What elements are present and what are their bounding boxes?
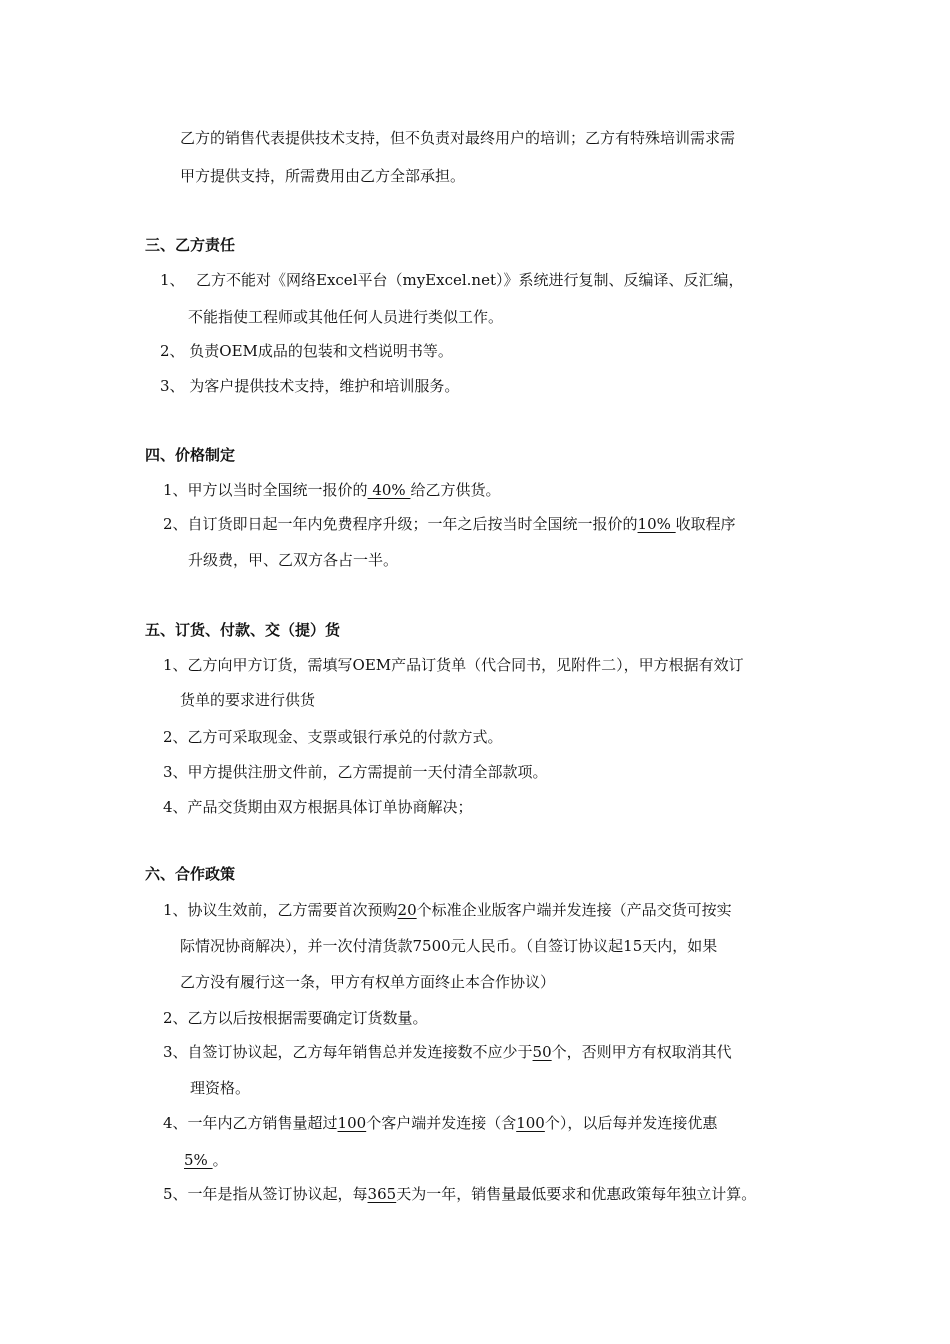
s6-item-1-line-1 (163, 900, 732, 920)
s6-item-4-line-2 (184, 1150, 228, 1170)
s3-item-3: 3、 为客户提供技术支持，维护和培训服务。 (160, 377, 460, 395)
s4-item-2-text: 2、自订货即日起一年内免费程序升级；一年之后按当时全国统一报价的 (163, 515, 638, 533)
s5-item-3: 3、甲方提供注册文件前，乙方需提前一天付清全部款项。 (163, 763, 548, 781)
s6-item-3-line-1 (163, 1042, 732, 1062)
s6-item-4-text-mid: 个客户端并发连接（含 (366, 1114, 517, 1132)
s6-item-1-line-2: 际情况协商解决），并一次付清货款7500元人民币。（自签订协议起15天内，如果 (180, 937, 718, 955)
s3-item-1-line-1: 乙方不能对《网络Excel平台（myExcel.net）》系统进行复制、反编译、反汇编， (196, 271, 744, 289)
s6-item-1-line-3: 乙方没有履行这一条，甲方有权单方面终止本合作协议） (180, 973, 556, 991)
s4-item-1 (163, 480, 500, 500)
s6-item-3-line-2: 理资格。 (190, 1079, 251, 1097)
s5-item-1-line-2: 货单的要求进行供货 (180, 691, 316, 709)
s6-item-2: 2、乙方以后按根据需要确定订货数量。 (163, 1009, 428, 1027)
s6-item-5-text: 5、一年是指从签订协议起，每 (163, 1185, 368, 1203)
s4-item-1-text: 1、甲方以当时全国统一报价的 (163, 481, 368, 499)
s6-item-4-text: 4、一年内乙方销售量超过 (163, 1114, 338, 1132)
intro-line-1: 乙方的销售代表提供技术支持，但不负责对最终用户的培训；乙方有特殊培训需求需 (180, 129, 736, 147)
s3-item-2: 2、 负责OEM成品的包装和文档说明书等。 (160, 342, 453, 360)
s6-item-4-period: 。 (212, 1151, 228, 1169)
s6-item-5 (163, 1184, 756, 1204)
section-4-title: 四、价格制定 (145, 446, 236, 464)
s6-item-3-text: 3、自签订协议起，乙方每年销售总并发连接数不应少于 (163, 1043, 533, 1061)
s4-item-1-rate: 40% (367, 481, 411, 499)
s4-item-1-text-end: 给乙方供货。 (410, 481, 501, 499)
s4-item-2-text-end: 收取程序 (675, 515, 736, 533)
s5-item-2: 2、乙方可采取现金、支票或银行承兑的付款方式。 (163, 728, 503, 746)
s3-item-1-number: 1、 (160, 271, 185, 289)
s6-item-5-text-end: 天为一年，销售量最低要求和优惠政策每年独立计算。 (396, 1185, 757, 1203)
section-5-title: 五、订货、付款、交（提）货 (145, 621, 341, 639)
intro-line-2: 甲方提供支持，所需费用由乙方全部承担。 (180, 167, 466, 185)
s6-item-1-text-end: 个标准企业版客户端并发连接（产品交货可按实 (416, 901, 732, 919)
s6-item-1-count: 20 (397, 901, 417, 919)
s6-item-4-text-end: 个），以后每并发连接优惠 (544, 1114, 718, 1132)
s4-item-2-rate: 10% (637, 515, 676, 533)
s6-item-3-text-end: 个，否则甲方有权取消其代 (551, 1043, 732, 1061)
s3-item-1-line-2: 不能指使工程师或其他任何人员进行类似工作。 (188, 308, 504, 326)
s6-item-5-days: 365 (367, 1185, 397, 1203)
s6-item-4-count-1: 100 (337, 1114, 367, 1132)
s5-item-4: 4、产品交货期由双方根据具体订单协商解决； (163, 798, 473, 816)
s5-item-1-line-1: 1、乙方向甲方订货，需填写OEM产品订货单（代合同书，见附件二），甲方根据有效订 (163, 656, 744, 674)
section-6-title: 六、合作政策 (145, 865, 236, 883)
s6-item-1-text: 1、协议生效前，乙方需要首次预购 (163, 901, 398, 919)
section-3-title: 三、乙方责任 (145, 236, 236, 254)
s6-item-3-count: 50 (532, 1043, 552, 1061)
s6-item-4-discount: 5% (184, 1151, 213, 1169)
s6-item-4-line-1 (163, 1113, 717, 1133)
s4-item-2-line-2: 升级费，甲、乙双方各占一半。 (188, 551, 399, 569)
s4-item-2-line-1 (163, 514, 736, 534)
s6-item-4-count-2: 100 (516, 1114, 545, 1132)
